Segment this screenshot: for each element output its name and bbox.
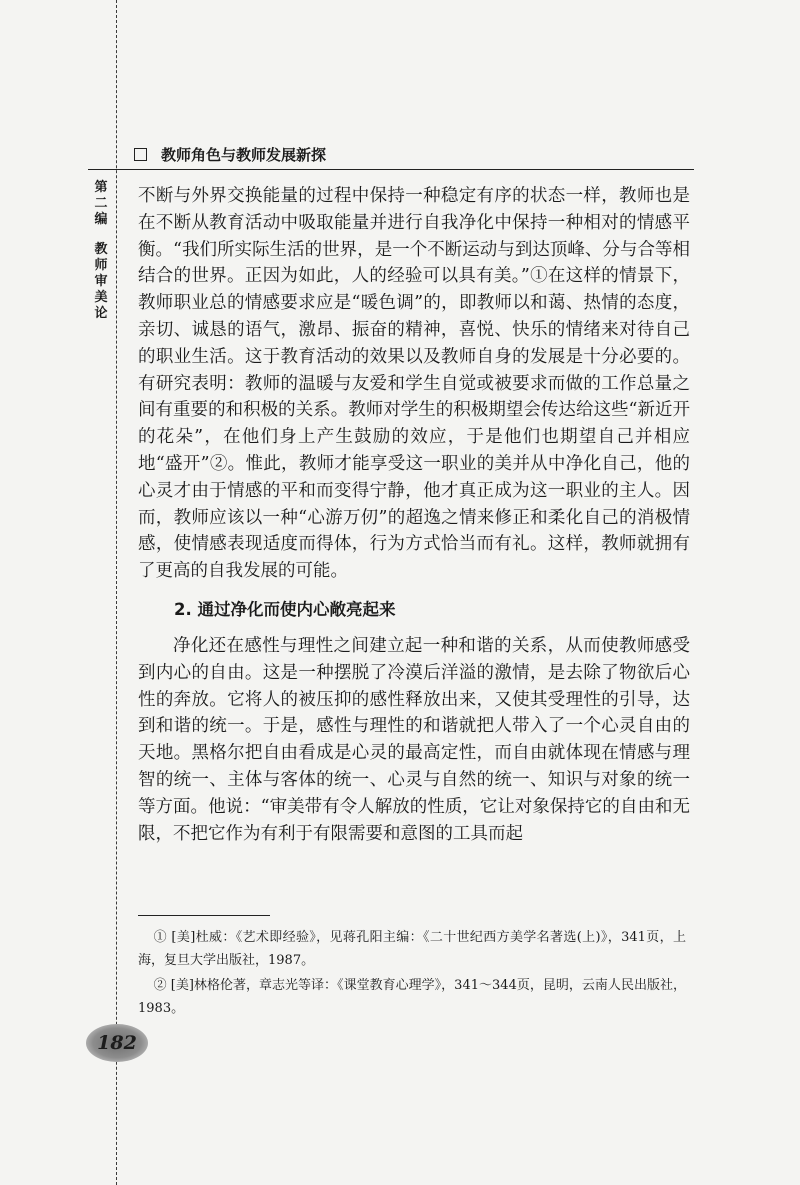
footnote-1: ① [美]杜威：《艺术即经验》，见蒋孔阳主编：《二十世纪西方美学名著选(上)》，341页，上海，复旦大学出版社，1987。 bbox=[138, 930, 686, 968]
running-head-title: 教师角色与教师发展新探 bbox=[161, 146, 327, 164]
page-number: 182 bbox=[86, 1024, 148, 1062]
paragraph-1: 不断与外界交换能量的过程中保持一种稳定有序的状态一样，教师也是在不断从教育活动中吸取能量并进行自我净化中保持一种相对的情感平衡。“我们所实际生活的世界，是一个不断运动与到达顶峰、分与合等相结合的世界。正因为如此，人的经验可以具有美。”①在这样的情景下，教师职业总的情感要求应是“暖色调”的，即教师以和蔼、热情的态度，亲切、诚恳的语气，激昂、振奋的精神，喜悦、快乐的情绪来对待自己的职业生活。这于教育活动的效果以及教师自身的发展是十分必要的。有研究表明：教师的温暖与友爱和学生自觉或被要求而做的工作总量之间有重要的和积极的关系。教师对学生的积极期望会传达给这些“新近开的花朵”，在他们身上产生鼓励的效应，于是他们也期望自己并相应地“盛开”②。惟此，教师才能享受这一职业的美并从中净化自己，他的心灵才由于情感的平和而变得宁静，他才真正成为这一职业的主人。因而，教师应该以一种“心游万仞”的超逸之情来修正和柔化自己的消极情感，使情感表现适度而得体，行为方式恰当而有礼。这样，教师就拥有了更高的自我发展的可能。 bbox=[138, 186, 690, 582]
side-tab bbox=[90, 180, 112, 322]
header-rule bbox=[88, 169, 694, 170]
side-tab-title: 教师审美论 bbox=[94, 242, 108, 321]
running-head bbox=[134, 144, 694, 165]
side-tab-part: 第二编 bbox=[94, 180, 108, 227]
binding-cut-line bbox=[116, 0, 117, 1185]
footnote-2: ② [美]林格伦著，章志光等译：《课堂教育心理学》，341～344页，昆明，云南人民出版社，1983。 bbox=[138, 978, 686, 1016]
section-heading: 2. 通过净化而使内心敞亮起来 bbox=[174, 599, 396, 619]
footnote-rule bbox=[138, 915, 270, 916]
square-box-icon bbox=[134, 148, 147, 161]
body-text bbox=[138, 183, 690, 847]
paragraph-2: 净化还在感性与理性之间建立起一种和谐的关系，从而使教师感受到内心的自由。这是一种摆脱了冷漠后洋溢的激情，是去除了物欲后心性的奔放。它将人的被压抑的感性释放出来，又使其受理性的引导，达到和谐的统一。于是，感性与理性的和谐就把人带入了一个心灵自由的天地。黑格尔把自由看成是心灵的最高定性，而自由就体现在情感与理智的统一、主体与客体的统一、心灵与自然的统一、知识与对象的统一等方面。他说：“审美带有令人解放的性质，它让对象保持它的自由和无限，不把它作为有利于有限需要和意图的工具而起 bbox=[138, 635, 690, 844]
footnotes bbox=[138, 926, 686, 1022]
